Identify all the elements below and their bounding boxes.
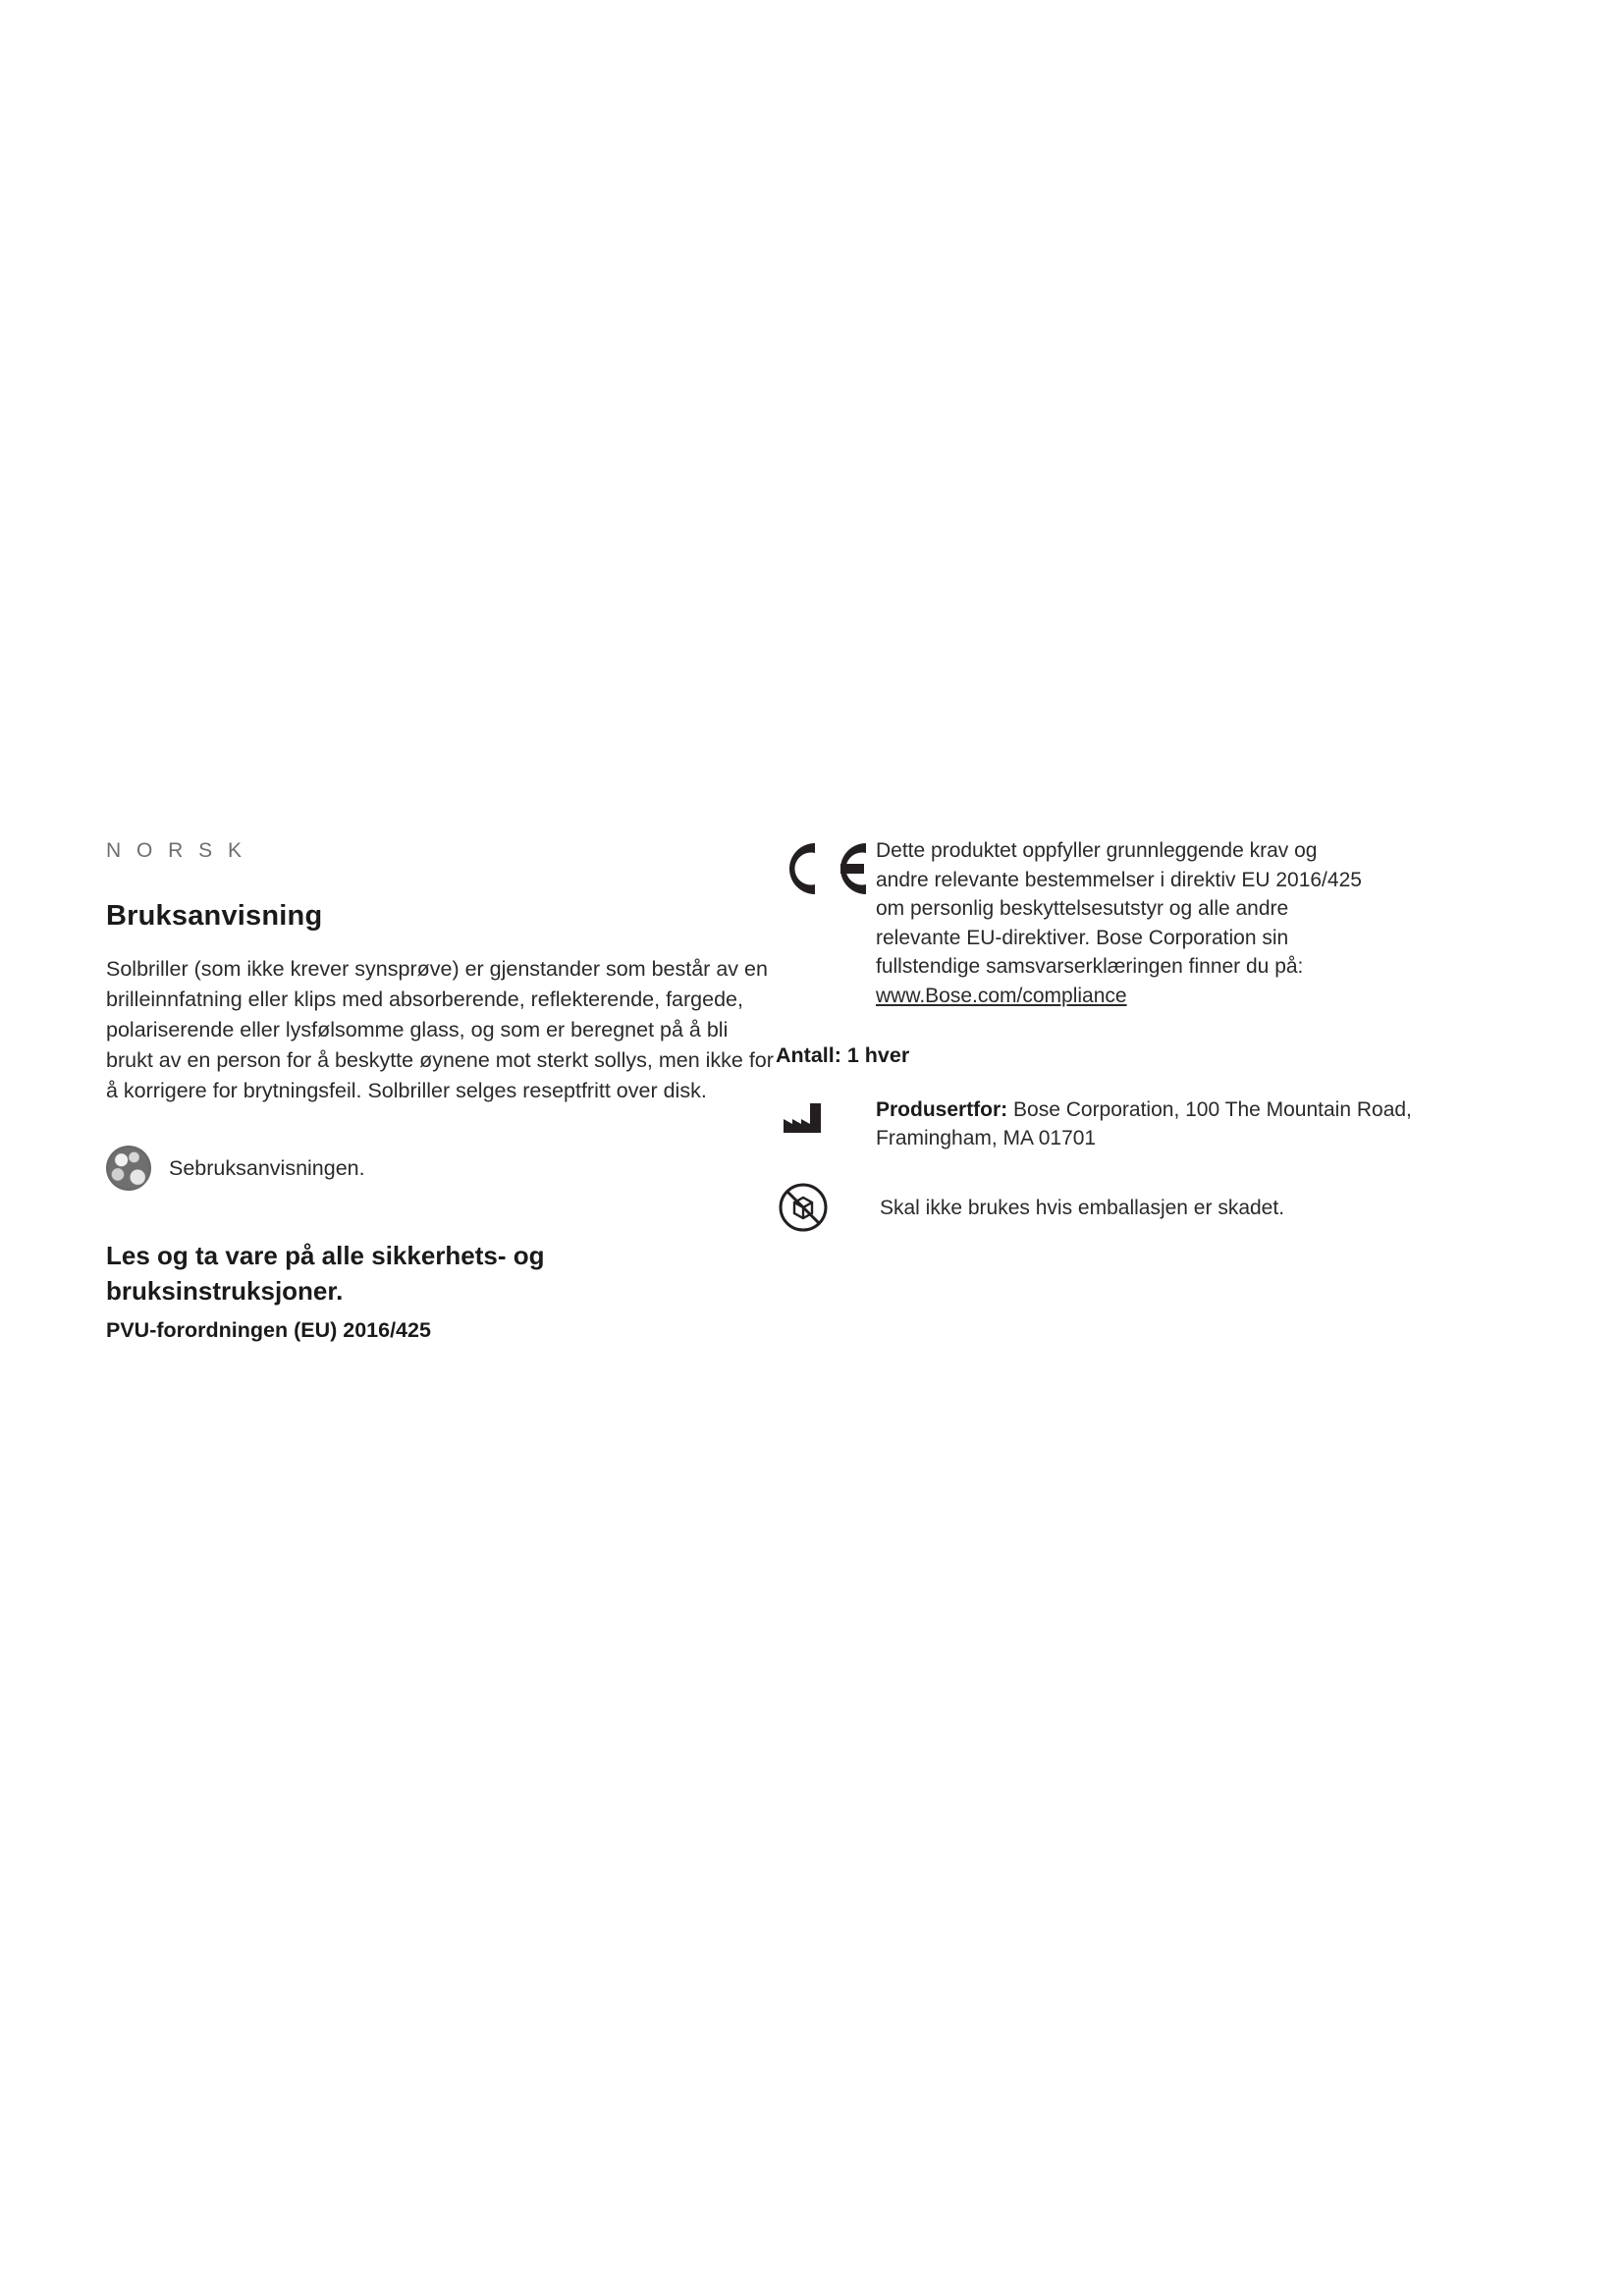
ce-mark-icon (776, 836, 870, 904)
manufacturer-text (876, 1095, 1412, 1152)
compliance-url[interactable]: www.Bose.com/compliance (876, 984, 1127, 1007)
do-not-use-if-package-damaged-icon (776, 1182, 872, 1233)
regulation-text: PVU-forordningen (EU) 2016/425 (106, 1318, 431, 1342)
ce-line-4: relevante EU-direktiver. Bose Corporation sin (876, 926, 1289, 949)
manufacturer-line-1: Bose Corporation, 100 The Mountain Road, (1007, 1098, 1412, 1121)
see-instructions-row (106, 1146, 784, 1191)
right-column (776, 836, 1502, 1233)
ce-line-3: om personlig beskyttelsesutstyr og alle andre (876, 897, 1289, 920)
quantity-label: Antall: 1 hver (776, 1043, 910, 1067)
see-instructions-text: Sebruksanvisningen. (169, 1156, 365, 1180)
manufacturer-label: Produsertfor: (876, 1098, 1008, 1121)
manufacturer-line-2: Framingham, MA 01701 (876, 1127, 1097, 1149)
ce-line-1: Dette produktet oppfyller grunnleggende krav og (876, 839, 1318, 862)
intro-paragraph: Solbriller (som ikke krever synsprøve) er gjenstander som består av en brilleinnfatning eller klips med absorberende, reflekterende, fargede, polariserende eller lysfølsomme glass, og som er beregnet på å bli brukt av en person for å beskytte øynene mot sterkt sollys, men ikke for å korrigere for brytningsfeil. Solbriller selges reseptfritt over disk. (106, 957, 774, 1102)
language-label: N O R S K (106, 839, 247, 862)
damaged-package-block (776, 1182, 1502, 1233)
ce-line-5: fullstendige samsvarserklæringen finner du på: (876, 955, 1304, 978)
manufacturer-block (776, 1095, 1502, 1152)
safety-heading: Les og ta vare på alle sikkerhets- og bruksinstruksjoner. (106, 1241, 545, 1306)
damaged-package-text: Skal ikke brukes hvis emballasjen er skadet. (880, 1196, 1285, 1219)
ce-line-2: andre relevante bestemmelser i direktiv EU 2016/425 (876, 868, 1362, 891)
safety-block (106, 1238, 784, 1343)
factory-icon (776, 1095, 876, 1135)
left-column (106, 839, 784, 1343)
ce-compliance-block (776, 836, 1502, 1010)
ce-compliance-text (870, 836, 1362, 1010)
read-instructions-icon (106, 1146, 157, 1191)
page-title: Bruksanvisning (106, 900, 323, 932)
